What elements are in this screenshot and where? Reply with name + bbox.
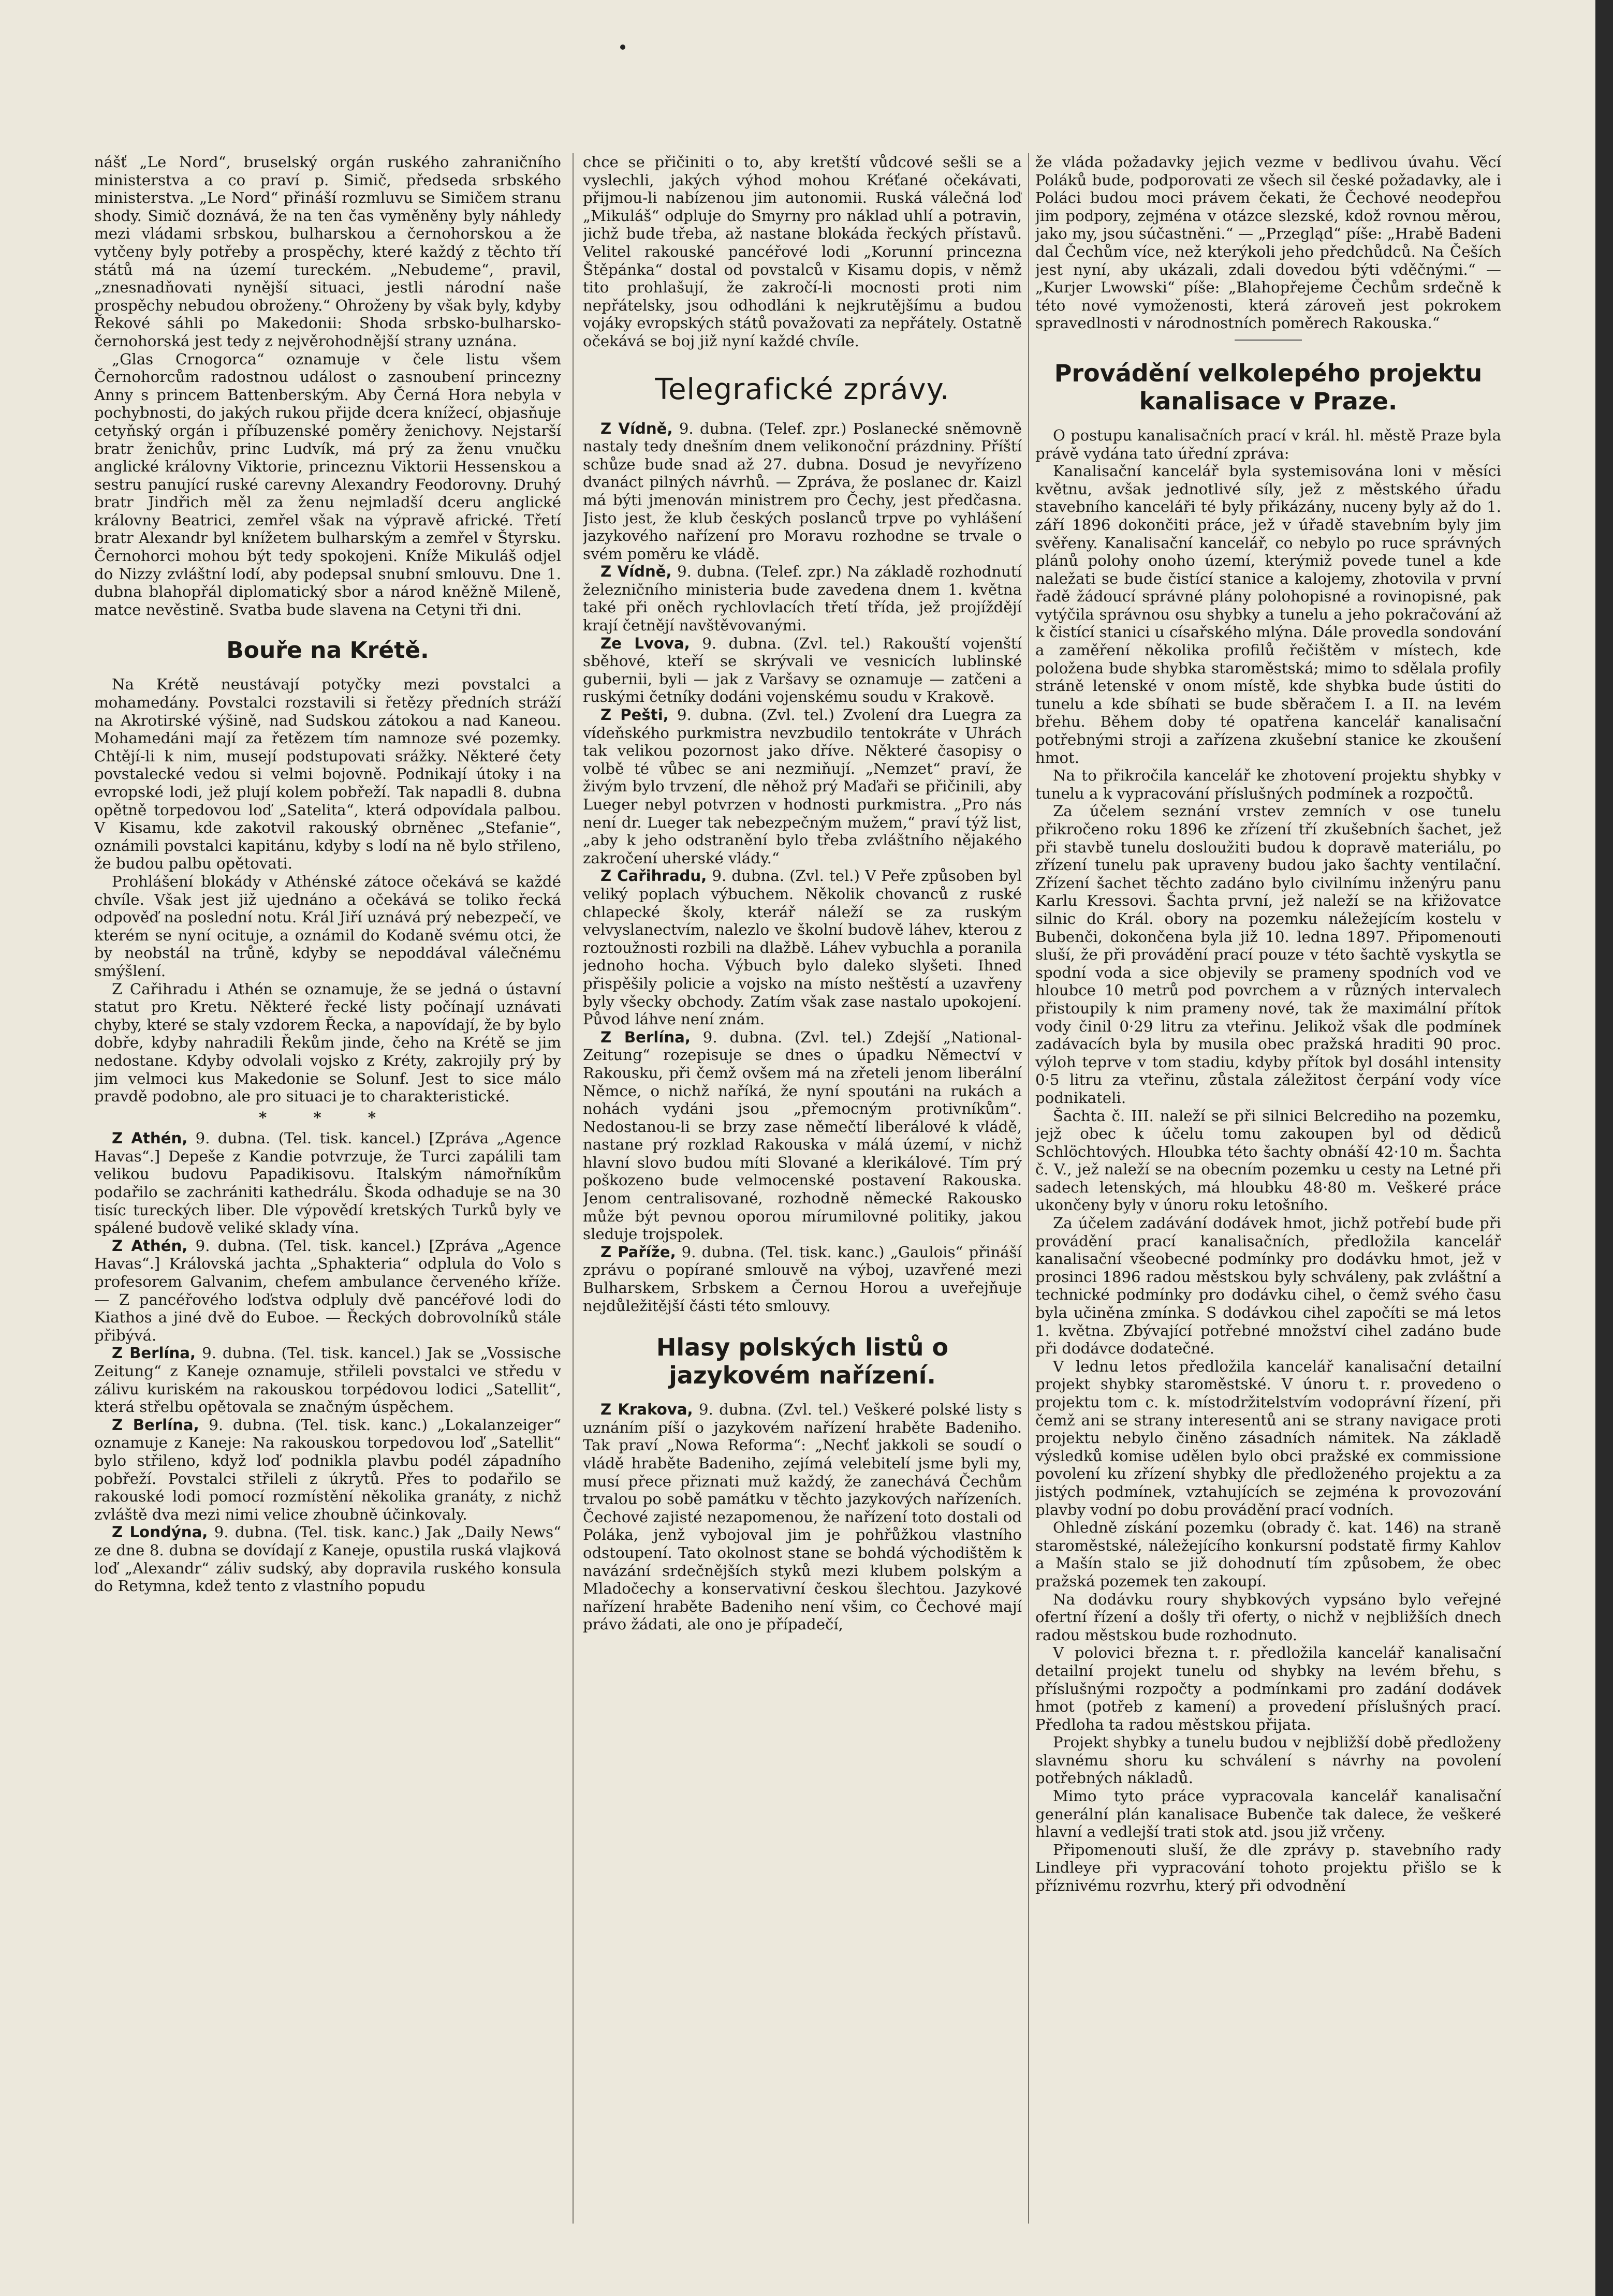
- paragraph-text: 9. dubna. (Zvl. tel.) Rakouští vojenští sběhové, kteří se skrývali ve vesnicích lublinské gubernii, byli — jak z Varšavy se oznamuje — zatčeni a ruskými četníky dodáni vojenskému soudu v Krakově.: [583, 634, 1022, 706]
- paragraph-text: 9. dubna. (Tel. tisk. kanc.) Jak „Daily News“ ze dne 8. dubna se dovídají z Kaneje, opustila ruská vlajková loď „Alexandr“ záliv sudský, aby dopravila ruského konsula do Retymna, kdež tento z vlastního popudu: [94, 1523, 561, 1595]
- article-paragraph: „Glas Crnogorca“ oznamuje v čele listu všem Černohorcům radostnou událost o zasnoubení princezny Anny s princem Battenberským. Aby Černá Hora nebyla v pochybnosti, do jakých rukou přijde dcera knížecí, objasňuje cetyňský orgán i příbuzenské poměry ženichovy. Nejstarší bratr ženichův, princ Ludvík, má prý za ženu vnučku anglické královny Viktorie, princeznu Viktorii Hessenskou a sestru panující ruské carevny Alexandry Feodorovny. Druhý bratr Jindřich měl za ženu nejmladší dceru anglické královny Beatrici, zemřel však na výpravě africké. Třetí bratr Alexandr byl knížetem bulharským a zemřel v Štyrsku. Černohorci mohou být tedy spokojeni. Kníže Mikuláš odjel do Nizzy zvláštní lodí, aby podepsal snubní smlouvu. Dne 1. dubna blahopřál diplomatický sbor a národ kněžně Mileně, matce nevěstině. Svatba bude slavena na Cetyni tři dni.: [94, 350, 561, 619]
- dateline: Z Londýna,: [112, 1523, 208, 1541]
- article-paragraph: [583, 706, 1022, 867]
- article-paragraph: [94, 1344, 561, 1416]
- article-paragraph: [583, 635, 1022, 706]
- article-paragraph: Ohledně získání pozemku (obrady č. kat. 146) na straně staroměstské, náležejícího konkursní podstatě firmy Kahlov a Mašín stalo se již dohodnutí tím způsobem, že obec pražská pozemek ten zakoupí.: [1035, 1519, 1501, 1590]
- dateline: Z Berlína,: [112, 1416, 199, 1434]
- article-paragraph: O postupu kanalisačních prací v král. hl. městě Praze byla právě vydána tato úřední zpráva:: [1035, 426, 1501, 462]
- paragraph-text: 9. dubna. (Zvl. tel.) Zvolení dra Luegra za vídeňského purkmistra nevzbudilo tentokráte v Uhrách tak velikou pozornost jako dříve. Některé časopisy o volbě té vůbec se ani nezmiňují. „Nemzet“ praví, že živým bylo trvzení, dle něhož prý Maďaři se přičinili, aby Lueger nebyl potvrzen v hodnosti purkmistra. „Pro nás není dr. Lueger tak nebezpečným mužem,“ praví týž list, „aby k jeho odstranění bylo třeba zvláštního nějakého zakročení uherské vlády.“: [583, 706, 1022, 867]
- paragraph-text: 9. dubna. (Telef. zpr.) Poslanecké sněmovně nastaly tedy dnešním dnem velikonoční prázdniny. Příští schůze bude snad až 27. dubna. Dosud je nevyřízeno dvanáct pilných návrhů. — Zpráva, že poslanec dr. Kaizl má býti jmenován ministrem pro Čechy, jest předčasna. Jisto jest, že klub českých poslanců trpve po vyhlášení jazykového nařízení pro Moravu rozhodne se trvale o svém poměru ke vládě.: [583, 419, 1022, 563]
- article-heading: Hlasy polských listů o jazykovém nařízení.: [656, 1333, 949, 1390]
- dateline: Z Vídně,: [600, 419, 673, 437]
- column-1: [94, 153, 561, 2229]
- dateline: Z Cařihradu,: [600, 867, 707, 885]
- dateline: Ze Lvova,: [600, 634, 690, 652]
- column-rule: [573, 153, 574, 2224]
- dateline: Z Athén,: [112, 1129, 188, 1147]
- article-paragraph: Projekt shybky a tunelu budou v nejbližší době předloženy slavnému shoru ku schválení s návrhy na povolení potřebných nákladů.: [1035, 1733, 1501, 1787]
- article-paragraph: [94, 1416, 561, 1524]
- dateline: Z Athén,: [112, 1237, 188, 1255]
- paragraph-text: 9. dubna. (Tel. tisk. kancel.) Jak se „Vossische Zeitung“ z Kaneje oznamuje, střileli povstalci ve středu v zálivu kuriském na rakouskou torpédovou lodici „Satellit“, která střelbu opětovala se značným úspěchem.: [94, 1344, 561, 1416]
- column-2: [583, 153, 1022, 2229]
- paragraph-text: 9. dubna. (Tel. tisk. kancel.) [Zpráva „Agence Havas“.] Královská jachta „Sphakteria“ odplula do Volo s profesorem Galvanim, chefem ambulance červeného kříže. — Z pancéřového loďstva odpluly dvě pancéřové lodi do Kiathos a jiné dvě do Euboe. — Řeckých dobrovolníků stále přibývá.: [94, 1237, 561, 1344]
- article-paragraph: Na to přikročila kancelář ke zhotovení projektu shybky v tunelu a k vypracování příslušných podmínek a rozpočtů.: [1035, 767, 1501, 802]
- column-rule: [1028, 153, 1029, 2224]
- article-paragraph: chce se přičiniti o to, aby kretští vůdcové sešli se a vyslechli, jakých výhod mohou Kréťané očekávati, přijmou-li nabízenou jim autonomii. Ruská válečná loď „Mikuláš“ odpluje do Smyrny pro náklad uhlí a potravin, jichž bude třeba, až nastane blokáda řeckých přístavů. Velitel rakouské pancéřové lodi „Korunní princezna Štěpánka“ dostal od povstalců v Kisamu dopis, v němž tito prohlašují, že zakročí-li mocnosti proti nim nepřátelsky, jsou odhodláni k nejkrutějšímu a budou vojáky evropských států považovati za nepřátely. Ostatně očekává se boj již nyní každé chvíle.: [583, 153, 1022, 350]
- article-paragraph: Na dodávku roury shybkových vypsáno bylo veřejné ofertní řízení a došly tři oferty, o nichž v nejbližších dnech radou městskou bude rozhodnuto.: [1035, 1590, 1501, 1644]
- article-paragraph: že vláda požadavky jejich vezme v bedlivou úvahu. Věcí Poláků bude, podporovati ze všech sil české požadavky, ale i Poláci budou moci právem čekati, že Čechové neodepřou jim podpory, zejména v otázce slezské, kdož rovnou měrou, jako my, jsou súčastněni.“ — „Przegląd“ píše: „Hrabě Badeni dal Čechům více, než kterýkoli jeho předchůdců. Na Češích jest nyní, aby ukázali, zdali dovedou býti vděčnými.“ — „Kurjer Lwowski“ píše: „Blahopřejeme Čechům srdečně k této nové vymoženosti, která zároveň jest pokrokem spravedlnosti v národnostních poměrech Rakouska.“: [1035, 153, 1501, 332]
- asterism-divider: * * *: [258, 1108, 397, 1126]
- article-paragraph: [94, 1237, 561, 1345]
- dateline: Z Vídně,: [600, 563, 672, 581]
- article-paragraph: Na Krétě neustávají potyčky mezi povstalci a mohamedány. Povstalci rozstavili si řetězy předních stráží na Akrotirské výšině, nad Sudskou zátokou a nad Kaneou. Mohamedáni mají za řetězem tím namnoze své pozemky. Chtějí-li k nim, musejí podstupovati srážky. Některé čety povstalecké vedou si velmi bojovně. Podnikají útoky i na evropské lodi, jež plují kolem pobřeží. Tak napadli 8. dubna opětně torpedovou loď „Satelita“, která odpovídala palbou. V Kisamu, kde zakotvil rakouský obrněnec „Stefanie“, oznámili povstalci kapitánu, kdyby s lodí na ně bylo střileno, že budou palbu opětovati.: [94, 675, 561, 873]
- article-paragraph: [583, 1243, 1022, 1315]
- article-paragraph: Připomenouti sluší, že dle zprávy p. stavebního rady Lindleye při vypracování tohoto projektu přišlo se k příznivému rozvrhu, který při odvodnění: [1035, 1841, 1501, 1895]
- page-mark: [620, 45, 625, 50]
- article-paragraph: [583, 1401, 1022, 1633]
- paragraph-text: 9. dubna. (Tel. tisk. kanc.) „Gaulois“ přináší zprávu o popírané smlouvě na výboj, uzavřené mezi Bulharskem, Srbskem a Černou Horou a uveřejňuje nejdůležitější části této smlouvy.: [583, 1243, 1022, 1315]
- article-paragraph: nášť „Le Nord“, bruselský orgán ruského zahraničního ministerstva a co praví p. Simič, předseda srbského ministerstva. „Le Nord“ přináší rozmluvu se Simičem stranu shody. Simič doznává, že na ten čas vyměněny byly náhledy mezi vládami srbskou, bulharskou a černohorskou a že vytčeny byly potřeby a prospěchy, které každý z těchto tří států má na území tureckém. „Nebudeme“, pravil, „znesnadňovati nynější situaci, jestli národní naše prospěchy nebudou obroženy.“ Ohroženy by však byly, kdyby Řekové sáhli po Makedonii: Shoda srbsko-bulharsko-černohorská jest tedy z nejvěrohodnější strany uznána.: [94, 153, 561, 350]
- article-paragraph: Šachta č. III. naleží se při silnici Belcrediho na pozemku, jejž obec k účelu tomu zakoupen byl od dědiců Schlöchtových. Hloubka této šachty obnáší 42·10 m. Šachta č. V., jež naleží se na obecním pozemku u cesty na Letné při sadech letenských, má hloubku 48·80 m. Veškeré práce ukončeny byly v únoru roku letošního.: [1035, 1107, 1501, 1214]
- article-paragraph: Prohlášení blokády v Athénské zátoce očekává se každé chvíle. Však jest již ujednáno a očekává se toliko řecká odpověď na poslední notu. Král Jiří uznává prý nebezpečí, ve kterém se nyní ocituje, a oznámil do Kodaně svému otci, že by neobstál na trůně, kdyby se nepoddával válečnému smýšlení.: [94, 872, 561, 980]
- article-heading: Telegrafické zprávy.: [655, 372, 950, 406]
- article-paragraph: Z Cařihradu i Athén se oznamuje, že se jedná o ústavní statut pro Kretu. Některé řecké listy počínají uznávati chyby, které se staly vzdorem Řecka, a napovídají, že by bylo dobře, kdyby nahradili Řekům jinde, čeho na Krétě se jim nedostane. Kdyby odvolali vojsko z Kréty, zakrojily prý by jim velmoci kus Makedonie se Solunf. Jest to sice málo pravdě podobno, ale pro situaci je to charakteristické.: [94, 980, 561, 1106]
- article-paragraph: [94, 1523, 561, 1595]
- paragraph-text: 9. dubna. (Zvl. tel.) Zdejší „National-Zeitung“ rozepisuje se dnes o úpadku Němectví v Rakousku, při čemž ovšem má na zřeteli jenom liberální Němce, o nichž naříká, že nyní spoutáni na rukách a nohách vydáni jsou „přemocným protivníkům“. Nedostanou-li se brzy zase němečtí liberálové k vládě, nastane prý rozklad Rakouska v málá území, v nichž hlavní slovo budou míti Slované a klerikálové. Tím prý poškozeno bude velmocenské postavení Rakouska. Jenom centralisované, rozhodně německé Rakousko může být pevnou oporou mírumilovné politiky, jakou sleduje trojspolek.: [583, 1028, 1022, 1243]
- dateline: Z Krakova,: [600, 1401, 693, 1419]
- paragraph-text: 9. dubna. (Telef. zpr.) Na základě rozhodnutí železničního ministeria bude zavedena dnem 1. května také při oněch rychlovlacích třetí třída, jež projíždějí krají četnějí navštěvovanými.: [583, 563, 1022, 635]
- article-paragraph: V polovici března t. r. předložila kancelář kanalisační detailní projekt tunelu od shybky na levém břehu, s příslušnými rozpočty a podmínkami pro zadání dodávek hmot (potřeb z kamení) a provedení příslušných prací. Předloha ta radou městskou přijata.: [1035, 1644, 1501, 1733]
- dateline: Z Berlína,: [600, 1028, 691, 1046]
- section-divider: [1235, 340, 1302, 341]
- dateline: Z Berlína,: [112, 1344, 196, 1362]
- article-heading: Provádění velkolepého projektu kanalisace v Praze.: [1054, 359, 1483, 415]
- dateline: Z Pešti,: [600, 706, 669, 724]
- article-paragraph: Mimo tyto práce vypracovala kancelář kanalisační generální plán kanalisace Bubenče tak dalece, že veškeré hlavní a vedlejší trati stok atd. jsou již vrčeny.: [1035, 1787, 1501, 1841]
- column-3: [1035, 153, 1501, 2229]
- article-paragraph: Za účelem seznání vrstev zemních v ose tunelu přikročeno roku 1896 ke zřízení tří zkušebních šachet, jež při stavbě tunelu dosloužiti budou k dopravě materiálu, po zřízení tunelu pak upraveny budou jako šachty ventilační. Zřízení šachet těchto zadáno bylo civilnímu inženýru panu Karlu Kressovi. Šachta první, jež naleží se na křižovatce silnic do Král. obory na pozemku náležejícím kostelu v Bubenči, dokončena byla již 10. ledna 1897. Připomenouti sluší, že při provádění prací pouze v této šachtě vyskytla se spodní voda a sice objevily se prameny spodních vod ve hloubce 10 metrů pod povrchem a v různých intervalech přistoupily k nim prameny nové, tak že maximální přítok vody činil 0·29 litru za vteřinu. Jelikož však dle podmínek zadávacích byla by musila obec pražská hraditi 90 proc. výloh teprve v tom stadiu, kdyby přítok byl dosáhl intensity 0·5 litru za vteřinu, zůstala záležitost čerpání vody více podnikateli.: [1035, 802, 1501, 1107]
- paragraph-text: 9. dubna. (Zvl. tel.) Veškeré polské listy s uznáním píší o jazykovém nařízení hraběte Badeniho. Tak praví „Nowa Reforma“: „Nechť jakkoli se soudí o vládě hraběte Badeniho, zejímá velebitelí jsme byli my, musí přece přiznati muž každý, že zanechává Čechům trvalou po sobě památku v těchto jazykových nařízeních. Čechové zajisté nezapomenou, že nařízení toto dostali od Poláka, jenž vybojoval jim je pohřůžkou vlastního odstoupení. Tato okolnost stane se bohdá východištěm k navázání srdečnějších styků mezi klubem polským a Mladočechy a konservativní českou šlechtou. Jazykové nařízení hraběte Badeniho není všim, co Čechové mají právo žádati, ale ono je případečí,: [583, 1401, 1022, 1633]
- article-paragraph: [94, 1129, 561, 1237]
- article-paragraph: [583, 420, 1022, 563]
- article-paragraph: [583, 563, 1022, 634]
- page-edge: [1595, 0, 1613, 2296]
- article-paragraph: Za účelem zadávání dodávek hmot, jichž potřebí bude při provádění prací kanalisačních, předložila kancelář kanalisační všeobecné podmínky pro dodávku hmot, jež v prosinci 1896 radou městskou byly schváleny, pak zvláštní a technické podmínky pro dodávku cihel, o čemž svého času byla učiněna zmínka. S dodávkou cihel započíti se má letos 1. května. Zbývající potřebné množství cihel zadáno bude při dodávce dodatečné.: [1035, 1214, 1501, 1358]
- article-heading: Bouře na Krétě.: [226, 637, 429, 664]
- dateline: Z Paříže,: [600, 1243, 676, 1261]
- paragraph-text: 9. dubna. (Zvl. tel.) V Peře způsoben byl veliký poplach výbuchem. Několik chovanců z ruské chlapecké školy, kterář náleží se za ruským velvyslanectvím, nalezlo ve školní budově láhev, kterou z roztoužnosti rozbili na dlažbě. Láhev vybuchla a poranila jednoho hocha. Výbuch bylo daleko slyšeti. Ihned přispěšily policie a vojsko na místo neštěstí a uzavřeny byly všecky obchody. Zatím však zase nastalo upokojení. Původ láhve není znám.: [583, 867, 1022, 1028]
- article-paragraph: V lednu letos předložila kancelář kanalisační detailní projekt shybky staroměstské. V únoru t. r. provedeno o projektu tom c. k. místodržitelstvím vodoprávní řízení, při čemž ani se strany interesentů ani se strany navigace proti projektu nebylo činěno zásadních námitek. Na základě výsledků komise udělen bylo obci pražské ex commissione povolení ku zřízení shybky dle předloženého projektu a za jistých podmínek, vztahujících se zejména k provozování plavby vodní po dobu provádění prací vodních.: [1035, 1357, 1501, 1519]
- paragraph-text: 9. dubna. (Tel. tisk. kancel.) [Zpráva „Agence Havas“.] Depeše z Kandie potvrzuje, že Turci zapálili tam velikou budovu Papadikisovu. Italským námořníkům podařilo se zachrániti kathedrálu. Škoda odhaduje se na 30 tisíc tureckých liber. Dle výpovědí kretských Turků byly ve spálené budově veliké sklady vína.: [94, 1129, 561, 1237]
- paragraph-text: 9. dubna. (Tel. tisk. kanc.) „Lokalanzeiger“ oznamuje z Kaneje: Na rakouskou torpedovou loď „Satellit“ bylo střileno, když loď podnikla plavbu podél západního pobřeží. Povstalci střileli z úkrytů. Přes to podařilo se rakouské lodi pomocí rozmístění několika granáty, z nichž zvláště dva mezi nimi velice zhoubně účinkovaly.: [94, 1416, 561, 1523]
- article-paragraph: [583, 1028, 1022, 1243]
- article-paragraph: [583, 867, 1022, 1028]
- article-paragraph: Kanalisační kancelář byla systemisována loni v měsíci květnu, avšak jednotlivé síly, jež z městského úřadu stavebního kanceláři té byly přikázány, nuceny byly až do 1. září 1896 dokončiti práce, jež v úřadě stavebním byly jim svěřeny. Kanalisační kancelář, co nebylo po ruce správných plánů polohy onoho území, kterýmiž povede tunel a kde naležati se bude čistící stanice a kalojemy, zhotovila v první řadě žádoucí správné plány polohopisné a rovinopisné, pak vytýčila správnou osu shybky a tunelu a jeho pokračování až k čistící stanici u císařského mlýna. Dále provedla sondování a zaměření několika profilů řečištěm v místech, kde položena bude shybka staroměstská; mimo to sdělala profily stráně letenské v onom místě, kde shybka bude ústiti do tunelu a kde sbíhati se bude sběračem I. a II. na levém břehu. Během doby té opatřena kancelář kanalisační potřebnými stroji a zařízena zkušební stanice ke zkoušení hmot.: [1035, 462, 1501, 767]
